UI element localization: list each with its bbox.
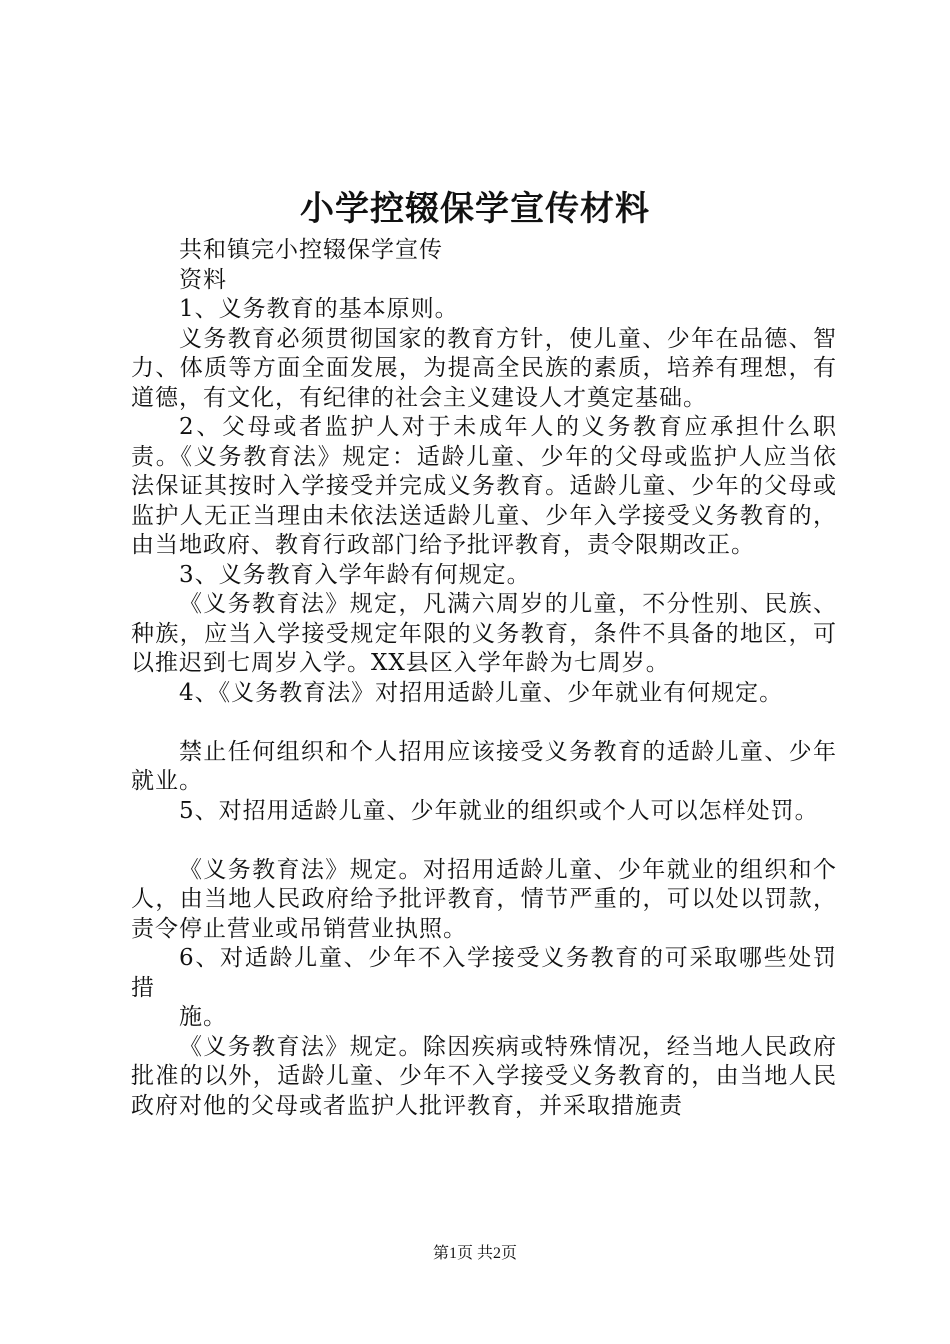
paragraph-item-1: 义务教育必须贯彻国家的教育方针，使儿童、少年在品德、智力、体质等方面全面发展，为提高全民族的素质，培养有理想，有道德，有文化，有纪律的社会主义建设人才奠定基础。 (131, 325, 837, 411)
paragraph-item-4: 禁止任何组织和个人招用应该接受义务教育的适龄儿童、少年就业。 (131, 738, 837, 794)
paragraph-materials: 资料 (179, 266, 227, 293)
page-number-footer: 第1页 共2页 (432, 1245, 517, 1262)
heading-item-5: 5、对招用适龄儿童、少年就业的组织或个人可以怎样处罚。 (179, 797, 819, 824)
blank-line (131, 708, 837, 738)
document-title: 小学控辍保学宣传材料 (300, 189, 650, 229)
heading-item-1: 1、义务教育的基本原则。 (179, 296, 459, 322)
heading-item-4: 4、《义务教育法》对招用适龄儿童、少年就业有何规定。 (179, 679, 784, 706)
blank-line (131, 826, 837, 856)
paragraph-school-name: 共和镇完小控辍保学宣传 (179, 237, 443, 263)
paragraph-item-2: 2、父母或者监护人对于未成年人的义务教育应承担什么职责。《义务教育法》规定：适龄儿童、少年的父母或监护人应当依法保证其按时入学接受并完成义务教育。适龄儿童、少年的父母或监护人无正当理由未依法送适龄儿童、少年入学接受义务教育的，由当地政府、教育行政部门给予批评教育，责令限期改正。 (131, 414, 837, 558)
paragraph-item-3: 《义务教育法》规定，凡满六周岁的儿童，不分性别、民族、种族，应当入学接受规定年限的义务教育，条件不具备的地区，可以推迟到七周岁入学。XX县区入学年龄为七周岁。 (131, 591, 837, 676)
paragraph-item-5: 《义务教育法》规定。对招用适龄儿童、少年就业的组织和个人，由当地人民政府给予批评教育，情节严重的，可以处以罚款，责令停止营业或吊销营业执照。 (131, 856, 837, 942)
document-body (131, 236, 837, 1121)
paragraph-item-6: 《义务教育法》规定。除因疾病或特殊情况，经当地人民政府批准的以外，适龄儿童、少年不入学接受义务教育的，由当地人民政府对他的父母或者监护人批评教育，并采取措施责 (131, 1033, 837, 1119)
heading-item-6: 6、对适龄儿童、少年不入学接受义务教育的可采取哪些处罚措 (131, 945, 837, 1001)
heading-item-6-continued: 施。 (179, 1004, 227, 1030)
heading-item-3: 3、义务教育入学年龄有何规定。 (179, 561, 531, 588)
